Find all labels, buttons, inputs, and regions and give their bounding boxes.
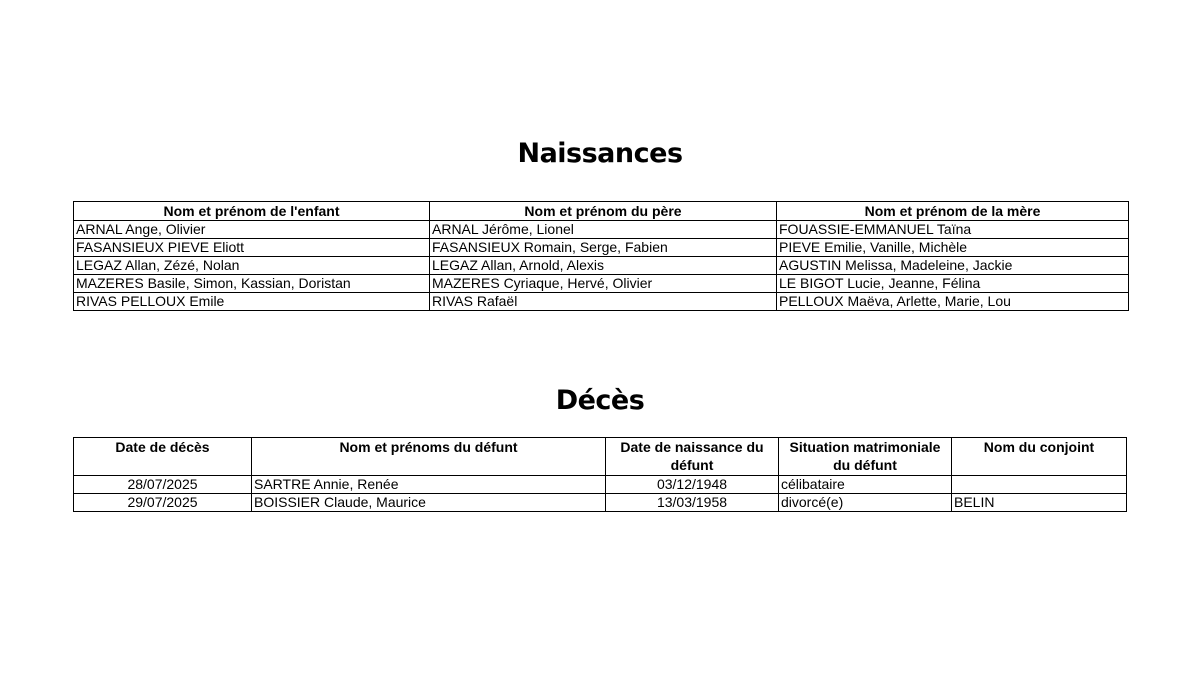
naissances-title: Naissances [517,138,683,169]
table-row [74,239,1129,257]
column-header-mere: Nom et prénom de la mère [777,202,1129,221]
cell-date-naissance: 13/03/1958 [606,494,779,512]
cell-conjoint [952,476,1127,494]
cell-pere: ARNAL Jérôme, Lionel [430,221,777,239]
table-row [74,275,1129,293]
cell-pere: FASANSIEUX Romain, Serge, Fabien [430,239,777,257]
table-header-row [74,202,1129,221]
cell-date-deces: 28/07/2025 [74,476,252,494]
table-header-row [74,438,1127,476]
column-header-nom-defunt: Nom et prénoms du défunt [252,438,606,476]
cell-mere: PELLOUX Maëva, Arlette, Marie, Lou [777,293,1129,311]
table-row [74,293,1129,311]
column-header-pere: Nom et prénom du père [430,202,777,221]
column-header-date-deces: Date de décès [74,438,252,476]
table-row [74,494,1127,512]
column-header-situation: Situation matrimoniale du défunt [779,438,952,476]
cell-enfant: MAZERES Basile, Simon, Kassian, Doristan [74,275,430,293]
cell-situation: célibataire [779,476,952,494]
cell-enfant: RIVAS PELLOUX Emile [74,293,430,311]
cell-mere: AGUSTIN Melissa, Madeleine, Jackie [777,257,1129,275]
table-row [74,257,1129,275]
column-header-conjoint: Nom du conjoint [952,438,1127,476]
naissances-table [73,201,1129,311]
table-row [74,221,1129,239]
cell-pere: MAZERES Cyriaque, Hervé, Olivier [430,275,777,293]
cell-pere: LEGAZ Allan, Arnold, Alexis [430,257,777,275]
column-header-enfant: Nom et prénom de l'enfant [74,202,430,221]
cell-mere: PIEVE Emilie, Vanille, Michèle [777,239,1129,257]
cell-pere: RIVAS Rafaël [430,293,777,311]
column-header-date-naissance: Date de naissance du défunt [606,438,779,476]
cell-date-naissance: 03/12/1948 [606,476,779,494]
cell-enfant: LEGAZ Allan, Zézé, Nolan [74,257,430,275]
cell-conjoint: BELIN [952,494,1127,512]
cell-mere: FOUASSIE-EMMANUEL Taïna [777,221,1129,239]
cell-enfant: FASANSIEUX PIEVE Eliott [74,239,430,257]
cell-situation: divorcé(e) [779,494,952,512]
cell-mere: LE BIGOT Lucie, Jeanne, Félina [777,275,1129,293]
cell-enfant: ARNAL Ange, Olivier [74,221,430,239]
table-row [74,476,1127,494]
cell-nom-defunt: SARTRE Annie, Renée [252,476,606,494]
cell-date-deces: 29/07/2025 [74,494,252,512]
cell-nom-defunt: BOISSIER Claude, Maurice [252,494,606,512]
deces-title: Décès [555,385,645,416]
deces-table [73,437,1127,512]
